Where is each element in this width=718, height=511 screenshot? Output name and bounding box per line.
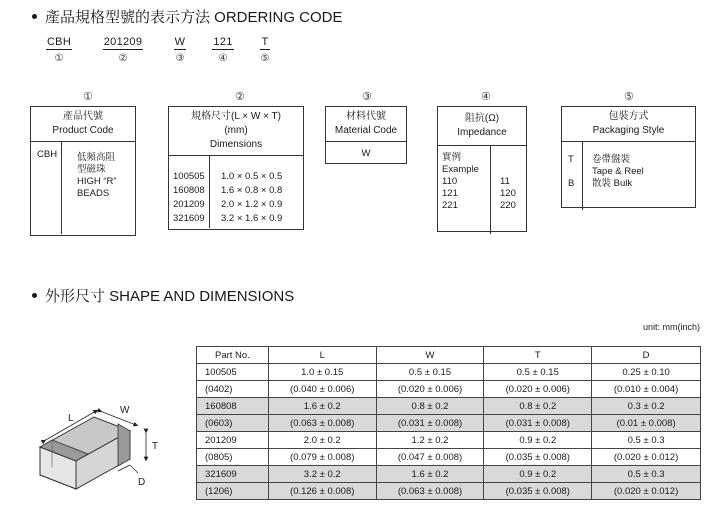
unit-label: unit: mm(inch): [642, 322, 700, 332]
code-segment: [254, 32, 276, 64]
product-code-header: [31, 107, 135, 142]
code-index: ③: [175, 53, 185, 64]
table-cell: (0.047 ± 0.008): [376, 449, 484, 466]
header-line: 阻抗(Ω): [464, 113, 500, 124]
impedance-values: [500, 176, 516, 212]
dimension-size: 1.6 × 0.8 × 0.8: [221, 185, 283, 196]
table-row: [197, 449, 701, 466]
terminal-label: D: [138, 477, 146, 488]
table-cell: (0805): [197, 449, 269, 466]
code-value: 121: [213, 36, 233, 48]
table-row: [197, 432, 701, 449]
header-line: Material Code: [334, 125, 398, 136]
example-label-en: Example: [442, 164, 479, 175]
shape-dimensions-heading: [32, 285, 294, 306]
table-row: [197, 466, 701, 483]
table-cell: 0.5 ± 0.15: [376, 364, 484, 381]
packaging-description: [592, 154, 644, 178]
table-cell: 0.9 ± 0.2: [484, 466, 592, 483]
dimensions-body: [169, 156, 303, 228]
header-line: 材料代號: [346, 111, 386, 122]
table-cell: (0.063 ± 0.008): [376, 483, 484, 500]
dimension-code: 201209: [173, 199, 205, 210]
thickness-label: T: [152, 441, 159, 452]
bullet-icon: [32, 293, 37, 298]
dimension-size: 2.0 × 1.2 × 0.9: [221, 199, 283, 210]
table-cell: (0.020 ± 0.006): [484, 381, 592, 398]
description-line: BEADS: [77, 188, 110, 199]
column-divider: [582, 142, 583, 210]
product-description: [77, 152, 117, 200]
product-code-box: [30, 106, 136, 236]
table-cell: 3.2 ± 0.2: [268, 466, 376, 483]
table-cell: (0.035 ± 0.008): [484, 449, 592, 466]
length-label: L: [68, 413, 74, 424]
product-code-body: [31, 142, 135, 234]
table-cell: 0.5 ± 0.15: [484, 364, 592, 381]
table-cell: 0.5 ± 0.3: [592, 432, 701, 449]
table-cell: 0.8 ± 0.2: [376, 398, 484, 415]
table-cell: 160808: [197, 398, 269, 415]
example-label-cn: 實例: [442, 152, 462, 163]
impedance-value: 220: [500, 200, 516, 211]
table-cell: 0.5 ± 0.3: [592, 466, 701, 483]
column-header: T: [484, 347, 592, 364]
packaging-header: [562, 107, 695, 142]
table-row: [197, 398, 701, 415]
table-cell: 201209: [197, 432, 269, 449]
dimension-sizes: [221, 170, 282, 226]
table-cell: 1.2 ± 0.2: [376, 432, 484, 449]
description-line: HIGH “R”: [77, 176, 117, 187]
impedance-value: 120: [500, 188, 516, 199]
table-cell: (1206): [197, 483, 269, 500]
impedance-code: 221: [442, 200, 458, 211]
table-cell: (0603): [197, 415, 269, 432]
code-segment: [169, 32, 191, 64]
dimensions-header: [169, 107, 303, 156]
table-cell: (0.020 ± 0.006): [376, 381, 484, 398]
ordering-code-title: 產品規格型號的表示方法 ORDERING CODE: [45, 9, 343, 26]
table-cell: (0.063 ± 0.008): [268, 415, 376, 432]
dimension-code: 321609: [173, 213, 205, 224]
impedance-body: [438, 146, 526, 234]
material-code-body: [326, 142, 406, 164]
material-code-header: [326, 107, 406, 142]
code-index: ②: [118, 53, 128, 64]
packaging-line: 卷帶盤裝: [592, 154, 631, 165]
header-line: Dimensions: [209, 139, 263, 150]
column-number: ②: [235, 90, 245, 103]
code-segment: [208, 32, 238, 64]
dimensions-box: [168, 106, 304, 230]
code-index: ④: [218, 53, 228, 64]
header-line: Product Code: [52, 125, 114, 136]
dimension-size: 3.2 × 1.6 × 0.9: [221, 213, 283, 224]
dimension-code: 160808: [173, 185, 205, 196]
description-line: 低頻高阻: [77, 152, 116, 163]
chip-terminal-right: [118, 424, 130, 466]
table-cell: (0.031 ± 0.008): [484, 415, 592, 432]
impedance-code: 110: [442, 176, 458, 187]
dimension-size: 1.0 × 0.5 × 0.5: [221, 171, 283, 182]
chip-shape-diagram: [34, 395, 174, 499]
impedance-box: [437, 106, 527, 232]
table-cell: 1.6 ± 0.2: [268, 398, 376, 415]
impedance-value: 11: [500, 176, 510, 187]
packaging-code: T: [568, 154, 574, 165]
impedance-code: 121: [442, 188, 458, 199]
table-row: [197, 415, 701, 432]
table-cell: (0.126 ± 0.008): [268, 483, 376, 500]
table-cell: (0.020 ± 0.012): [592, 483, 701, 500]
table-cell: 0.8 ± 0.2: [484, 398, 592, 415]
code-value: W: [174, 36, 186, 48]
table-cell: (0402): [197, 381, 269, 398]
header-line: 包裝方式: [608, 111, 649, 122]
dimension-code: 100505: [173, 171, 205, 182]
table-row: [197, 381, 701, 398]
description-line: 型磁珠: [77, 164, 106, 175]
column-number: ③: [362, 90, 372, 103]
table-cell: (0.035 ± 0.008): [484, 483, 592, 500]
column-header: Part No.: [197, 347, 269, 364]
packaging-body: [562, 142, 695, 210]
column-divider: [490, 146, 491, 234]
code-index: ⑤: [260, 53, 270, 64]
shape-dimensions-title: 外形尺寸 SHAPE AND DIMENSIONS: [45, 288, 295, 305]
table-cell: (0.079 ± 0.008): [268, 449, 376, 466]
product-code-value: CBH: [37, 149, 58, 160]
impedance-header: [438, 107, 526, 146]
column-number: ④: [481, 90, 491, 103]
terminal-dimension-line: [118, 465, 130, 471]
table-row: [197, 364, 701, 381]
column-number: ①: [83, 90, 93, 103]
table-cell: 1.6 ± 0.2: [376, 466, 484, 483]
packaging-code: B: [568, 178, 575, 189]
header-line: 產品代號: [63, 111, 103, 122]
column-divider: [61, 142, 62, 234]
column-header: D: [592, 347, 701, 364]
code-value: 201209: [103, 36, 143, 48]
packaging-description: [592, 178, 632, 190]
impedance-codes: [442, 152, 479, 212]
code-value: T: [261, 36, 269, 48]
code-value: CBH: [46, 36, 72, 48]
dimensions-table: [196, 346, 701, 500]
column-number: ⑤: [624, 90, 634, 103]
table-cell: (0.031 ± 0.008): [376, 415, 484, 432]
code-segment: [99, 32, 147, 64]
table-cell: (0.010 ± 0.004): [592, 381, 701, 398]
table-cell: 100505: [197, 364, 269, 381]
material-code-value: W: [361, 148, 371, 159]
table-cell: 0.25 ± 0.10: [592, 364, 701, 381]
column-header: L: [268, 347, 376, 364]
header-line: Packaging Style: [592, 125, 665, 136]
table-cell: 1.0 ± 0.15: [268, 364, 376, 381]
column-divider: [209, 156, 210, 228]
table-cell: 2.0 ± 0.2: [268, 432, 376, 449]
header-line: Impedance: [457, 127, 507, 138]
code-segment: [42, 32, 76, 64]
table-cell: (0.01 ± 0.008): [592, 415, 701, 432]
table-row: [197, 483, 701, 500]
header-line: 規格尺寸(L × W × T): [190, 111, 281, 122]
table-cell: 321609: [197, 466, 269, 483]
ordering-code-heading: [32, 6, 343, 27]
table-cell: (0.040 ± 0.006): [268, 381, 376, 398]
dimension-codes: [173, 170, 205, 226]
table-cell: 0.9 ± 0.2: [484, 432, 592, 449]
code-index: ①: [54, 53, 64, 64]
packaging-box: [561, 106, 696, 208]
packaging-line: 散裝 Bulk: [592, 178, 633, 189]
packaging-line: Tape & Reel: [592, 166, 644, 177]
table-cell: (0.020 ± 0.012): [592, 449, 701, 466]
column-header: W: [376, 347, 484, 364]
table-cell: 0.3 ± 0.2: [592, 398, 701, 415]
header-line: (mm): [224, 125, 248, 136]
bullet-icon: [32, 14, 37, 19]
table-header-row: [197, 347, 701, 364]
material-code-box: [325, 106, 407, 164]
width-label: W: [120, 405, 130, 416]
